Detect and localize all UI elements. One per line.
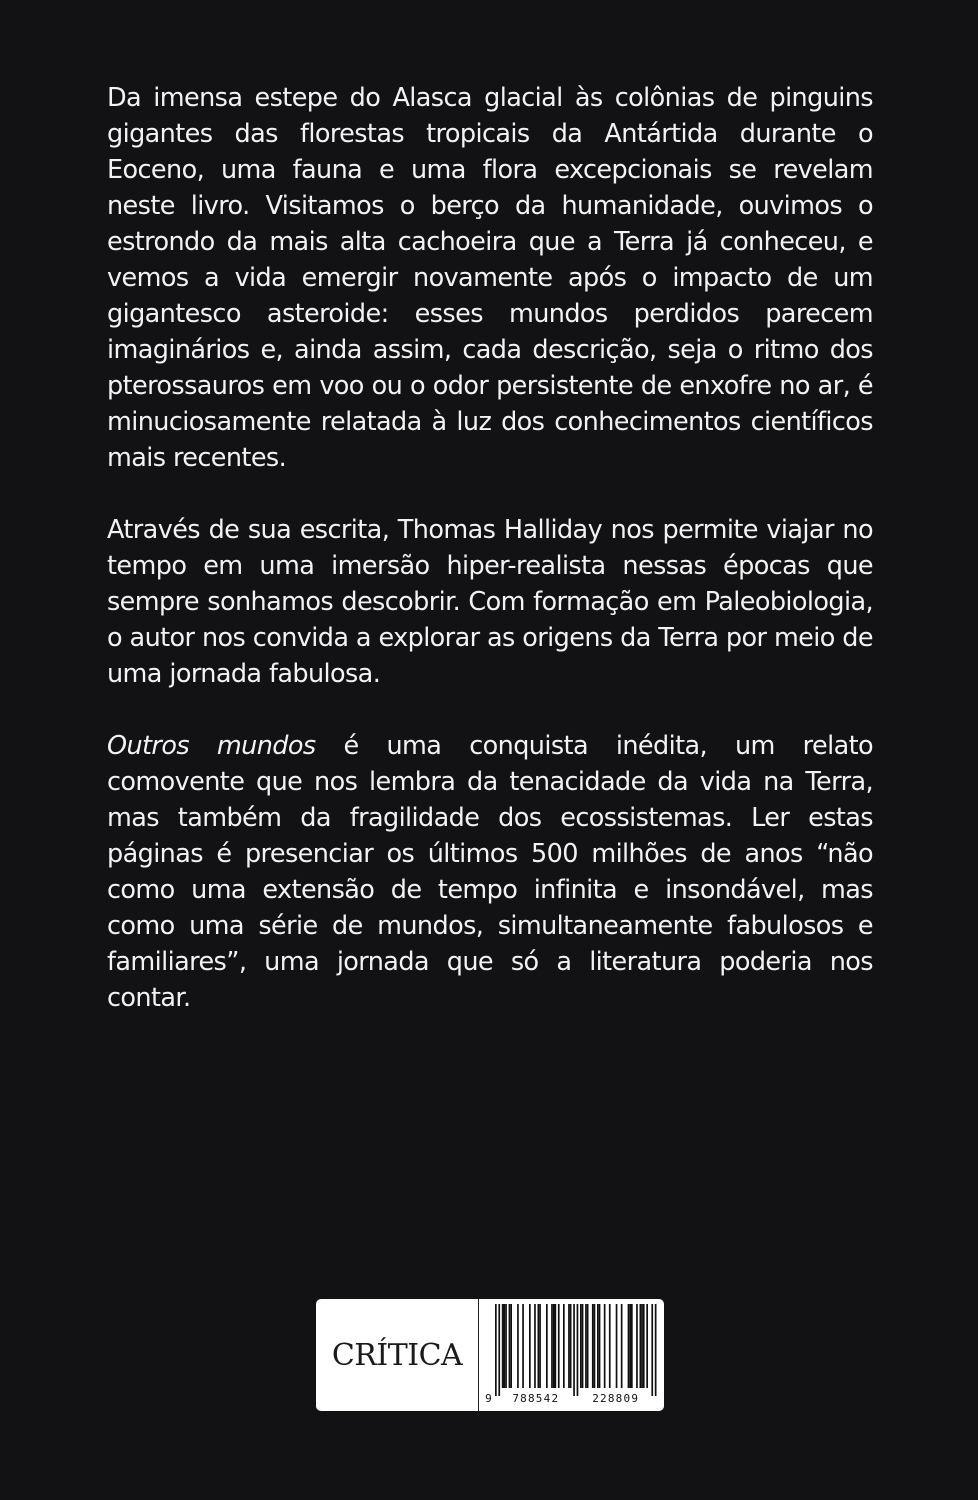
barcode-digits: 228809 [592, 1392, 640, 1405]
book-title-italic: Outros mundos [107, 731, 316, 761]
barcode-bar [599, 1304, 601, 1388]
barcode-bar [616, 1304, 618, 1388]
barcode-bar [546, 1304, 548, 1388]
barcode-bar [628, 1304, 630, 1388]
barcode-bar [631, 1304, 633, 1388]
barcode-bar [651, 1304, 653, 1396]
blurb-paragraph-3 [107, 728, 873, 1016]
barcode-bar [502, 1304, 504, 1388]
barcode-bar [592, 1304, 594, 1388]
barcode-bar [636, 1304, 638, 1388]
barcode-bar [568, 1304, 570, 1388]
barcode-bar [551, 1304, 553, 1388]
barcode-bar [510, 1304, 512, 1388]
barcode-bar [555, 1304, 557, 1388]
barcode-bar [539, 1304, 541, 1388]
barcode-digits: 9 [485, 1392, 493, 1405]
isbn-barcode [481, 1302, 661, 1408]
barcode-bar [629, 1304, 631, 1388]
blurb-paragraph-3-text: é uma conquista inédita, um relato comovente que nos lembra da tenacidade da vida na Terra, mas também da fragilidade dos ecossistemas. Ler estas páginas é presenciar os últimos 500 milhões de anos “não como uma extensão de tempo infinita e insondável, mas como uma série de mundos, simultaneamente fabulosos e familiares”, uma jornada que só a literatura poderia nos contar. [107, 731, 873, 1013]
barcode-bar [585, 1304, 587, 1388]
barcode-bar [495, 1304, 497, 1396]
barcode-bar [573, 1304, 575, 1396]
barcode-bar [538, 1304, 540, 1388]
barcode-bar [558, 1304, 560, 1388]
barcode-bar [529, 1304, 531, 1388]
barcode-bar [587, 1304, 589, 1388]
barcode-bar [643, 1304, 645, 1388]
barcode-bar [621, 1304, 623, 1388]
barcode-bar [553, 1304, 555, 1388]
barcode-bar [577, 1304, 579, 1396]
barcode-bar [604, 1304, 606, 1388]
barcode-bar [580, 1304, 582, 1388]
barcode-bar [655, 1304, 657, 1396]
barcode-bar [498, 1304, 500, 1396]
blurb-paragraph-1: Da imensa estepe do Alasca glacial às colônias de pinguins gigantes das florestas tropicais da Antártida durante o Eoceno, uma fauna e uma flora excepcionais se revelam neste livro. Visitamos o berço da humanidade, ouvimos o estrondo da mais alta cachoeira que a Terra já conheceu, e vemos a vida emergir novamente após o impacto de um gigantesco asteroide: esses mundos perdidos parecem imaginários e, ainda assim, cada descrição, seja o ritmo dos pterossauros em voo ou o odor persistente de enxofre no ar, é minuciosamente relatada à luz dos conhecimentos científicos mais recentes. [107, 83, 873, 473]
barcode-digits: 788542 [512, 1392, 560, 1405]
barcode-bar [534, 1304, 536, 1388]
publisher-logo: CRÍTICA [331, 1337, 463, 1373]
barcode-bar [517, 1304, 519, 1388]
barcode-bar [641, 1304, 643, 1388]
barcode-bar [570, 1304, 572, 1388]
barcode-bar [594, 1304, 596, 1388]
barcode-bar [563, 1304, 565, 1388]
barcode-bar [509, 1304, 511, 1388]
barcode-bar [597, 1304, 599, 1388]
panel-divider [478, 1299, 479, 1411]
barcode-bar [640, 1304, 642, 1388]
barcode-panel [316, 1299, 664, 1411]
book-blurb [107, 80, 873, 1052]
barcode-bar [646, 1304, 648, 1388]
barcode-bar [582, 1304, 584, 1388]
barcode-bar [505, 1304, 507, 1388]
barcode-bar [504, 1304, 506, 1388]
blurb-paragraph-2: Através de sua escrita, Thomas Halliday nos permite viajar no tempo em uma imersão hiper-realista nessas épocas que sempre sonhamos descobrir. Com formação em Paleobiologia, o autor nos convida a explorar as origens da Terra por meio de uma jornada fabulosa. [107, 515, 873, 689]
barcode-bar [609, 1304, 611, 1388]
barcode-bar [522, 1304, 524, 1388]
